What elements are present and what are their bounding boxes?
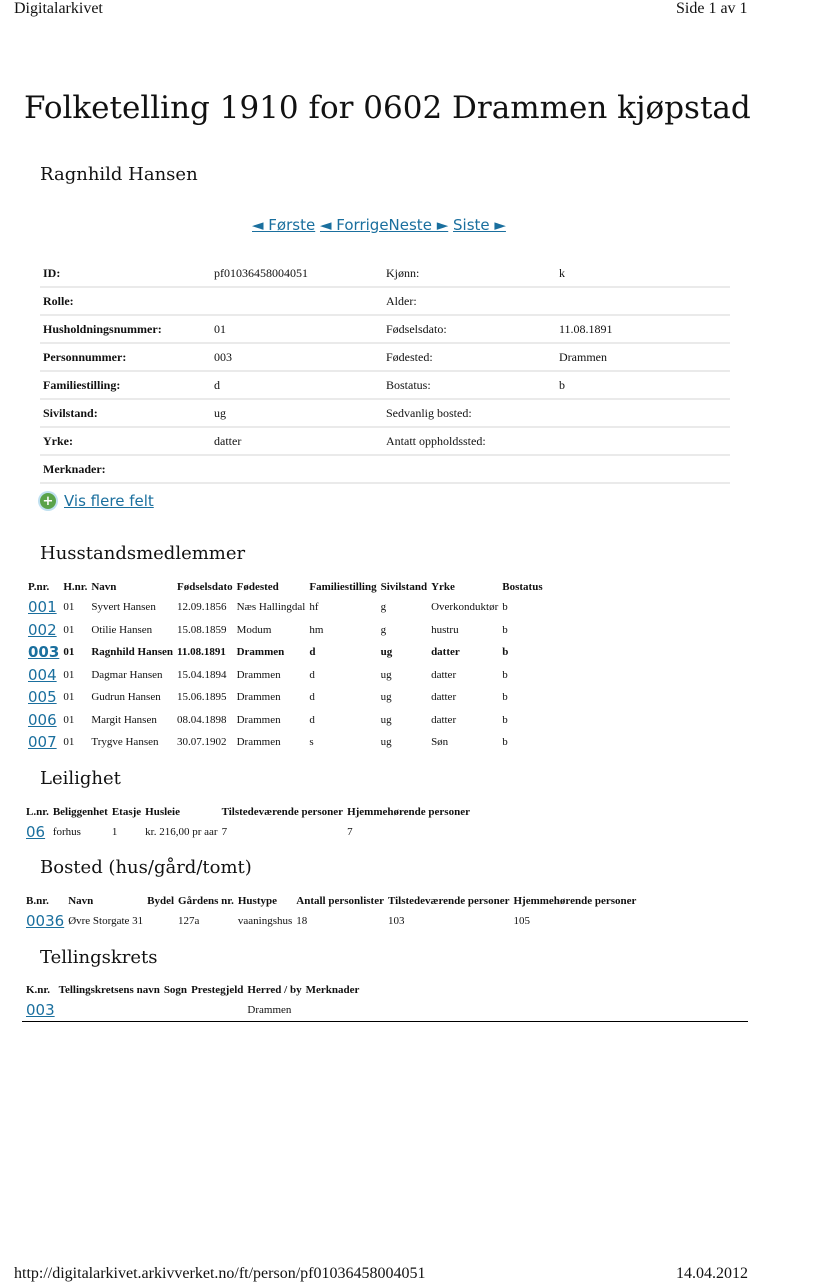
table-cell: 01 (63, 646, 75, 659)
table-cell: 30.07.1902 (176, 736, 227, 749)
column-header: Yrke (431, 581, 455, 593)
field-value: pf01036458004051 (211, 260, 383, 287)
record-navigation (252, 216, 506, 234)
person-number-link[interactable]: 006 (28, 710, 57, 729)
field-value: ug (211, 399, 383, 427)
table-cell: Næs Hallingdal (236, 601, 306, 614)
table-cell: 15.08.1859 (176, 623, 227, 636)
column-header: Sogn (163, 984, 188, 996)
table-cell: 1 (111, 826, 118, 839)
field-value: 11.08.1891 (556, 315, 730, 343)
table-cell: datter (431, 668, 457, 681)
field-label: Yrke: (40, 427, 211, 455)
table-cell: 105 (513, 915, 530, 928)
table-cell: Drammen (236, 713, 281, 726)
column-header: Navn (91, 581, 117, 593)
table-cell: d (309, 646, 316, 659)
table-cell: vaaningshus (237, 915, 293, 928)
table-cell: b (502, 691, 508, 704)
table-cell: 01 (63, 601, 75, 614)
table-cell: Drammen (236, 691, 281, 704)
table-cell: 01 (63, 623, 75, 636)
column-header: Hjemmehørende personer (347, 806, 470, 818)
field-label: ID: (40, 260, 211, 287)
field-label: Fødselsdato: (383, 315, 556, 343)
district-heading: Tellingskrets (40, 947, 158, 968)
page-title: Folketelling 1910 for 0602 Drammen kjøpstad (24, 90, 751, 126)
table-row (26, 731, 545, 754)
details-row (40, 455, 730, 483)
table-cell: s (309, 736, 314, 749)
field-value: 01 (211, 315, 383, 343)
column-header: Hjemmehørende personer (513, 895, 637, 907)
table-cell: 08.04.1898 (176, 713, 227, 726)
table-cell: ug (380, 736, 392, 749)
table-cell: Dagmar Hansen (91, 668, 163, 681)
page-url: http://digitalarkivet.arkivverket.no/ft/person/pf01036458004051 (14, 1265, 426, 1282)
table-cell: ug (380, 646, 393, 659)
field-value: d (211, 371, 383, 399)
table-cell: ug (380, 713, 392, 726)
table-row (26, 686, 545, 709)
column-header: Bydel (147, 895, 175, 907)
column-header: Husleie (145, 806, 180, 818)
column-header: Tilstedeværende personer (387, 895, 510, 907)
column-header: Familiestilling (309, 581, 377, 593)
table-cell: 15.06.1895 (176, 691, 227, 704)
column-header: Herred / by (247, 984, 302, 996)
field-value (556, 287, 730, 315)
table-cell: 01 (63, 668, 75, 681)
table-cell (145, 910, 176, 933)
table-cell: d (309, 713, 315, 726)
details-row (40, 260, 730, 287)
column-header: Prestegjeld (191, 984, 244, 996)
person-number-link[interactable]: 005 (28, 688, 57, 707)
table-cell: kr. 216,00 pr aar (145, 826, 218, 839)
table-cell: Trygve Hansen (91, 736, 159, 749)
table-cell: Drammen (236, 736, 281, 749)
field-label: Bostatus: (383, 371, 556, 399)
table-cell (189, 999, 245, 1022)
page-header-right: Side 1 av 1 (676, 0, 748, 17)
table-cell: datter (431, 646, 460, 659)
table-row (24, 910, 638, 933)
field-label: Alder: (383, 287, 556, 315)
show-more-fields-label: Vis flere felt (64, 492, 154, 510)
details-row (40, 287, 730, 315)
column-header: Beliggenhet (52, 806, 108, 818)
field-value: Drammen (556, 343, 730, 371)
field-label: Rolle: (40, 287, 211, 315)
column-header: Sivilstand (380, 581, 428, 593)
table-cell: Gudrun Hansen (91, 691, 161, 704)
table-cell: 103 (387, 915, 405, 928)
divider (22, 1021, 748, 1022)
field-value (556, 399, 730, 427)
column-header: Antall personlister (296, 895, 384, 907)
person-number-link[interactable]: 007 (28, 733, 57, 752)
field-label: Sivilstand: (40, 399, 211, 427)
table-cell: 7 (347, 826, 353, 839)
table-row (26, 709, 545, 732)
table-cell: 7 (221, 826, 228, 839)
table-cell: b (502, 736, 508, 749)
residence-heading: Bosted (hus/gård/tomt) (40, 857, 252, 878)
person-number-link[interactable]: 003 (28, 643, 60, 662)
column-header: Merknader (305, 984, 360, 996)
table-cell: Overkonduktør (431, 601, 499, 614)
details-row (40, 315, 730, 343)
column-header: B.nr. (26, 895, 49, 907)
field-label: Sedvanlig bosted: (383, 399, 556, 427)
apartment-table (24, 803, 472, 844)
table-cell: Syvert Hansen (91, 601, 156, 614)
table-cell (57, 999, 162, 1022)
district-table (24, 981, 361, 1022)
person-number-link[interactable]: 004 (28, 665, 57, 684)
person-number-link[interactable]: 002 (28, 620, 57, 639)
column-header: Hustype (237, 895, 277, 907)
table-cell: 11.08.1891 (176, 646, 226, 659)
plus-icon: + (40, 493, 56, 509)
table-cell: ug (380, 691, 392, 704)
table-cell: g (380, 601, 387, 614)
table-cell: Margit Hansen (91, 713, 157, 726)
household-table (26, 578, 545, 754)
table-cell: Drammen (236, 668, 281, 681)
table-cell: hm (309, 623, 324, 636)
table-cell: datter (431, 691, 457, 704)
column-header: P.nr. (28, 581, 50, 593)
field-label: Merknader: (40, 455, 211, 483)
table-cell: Otilie Hansen (91, 623, 153, 636)
field-label: Husholdningsnummer: (40, 315, 211, 343)
apartment-heading: Leilighet (40, 768, 121, 789)
column-header: Navn (68, 895, 94, 907)
field-value (556, 455, 730, 483)
person-name: Ragnhild Hansen (40, 164, 198, 185)
table-row (26, 619, 545, 642)
column-header: H.nr. (63, 581, 88, 593)
field-label: Fødested: (383, 343, 556, 371)
district-number-link[interactable]: 003 (26, 1001, 55, 1020)
residence-table (24, 892, 638, 933)
table-cell: ug (380, 668, 392, 681)
page-header-left: Digitalarkivet (14, 0, 103, 17)
household-heading: Husstandsmedlemmer (40, 543, 246, 564)
field-value (211, 287, 383, 315)
table-cell: Ragnhild Hansen (91, 646, 173, 659)
table-row (24, 999, 361, 1022)
field-value (556, 427, 730, 455)
table-cell: g (380, 623, 387, 636)
table-cell: 15.04.1894 (176, 668, 227, 681)
table-cell: 01 (63, 691, 75, 704)
column-header: K.nr. (26, 984, 51, 996)
table-cell: b (502, 646, 509, 659)
field-value (211, 455, 383, 483)
field-value: datter (211, 427, 383, 455)
details-row (40, 343, 730, 371)
next-link[interactable]: Neste ► (388, 216, 449, 234)
table-cell: Drammen (236, 646, 285, 659)
field-label: Familiestilling: (40, 371, 211, 399)
table-cell: b (502, 623, 508, 636)
table-cell: 12.09.1856 (176, 601, 227, 614)
field-value: k (556, 260, 730, 287)
details-row (40, 427, 730, 455)
table-cell: Drammen (247, 1004, 292, 1017)
table-cell: hustru (431, 623, 459, 636)
table-cell: 01 (63, 713, 75, 726)
table-cell: 01 (63, 736, 75, 749)
table-cell: 127a (178, 915, 200, 928)
person-details-table (40, 260, 730, 484)
table-cell: Øvre Storgate 31 (68, 915, 144, 928)
previous-link[interactable]: ◄ Forrige (319, 216, 389, 234)
residence-number-link[interactable]: 0036 (26, 912, 65, 931)
field-label: Antatt oppholdssted: (383, 427, 556, 455)
table-cell: forhus (52, 826, 81, 839)
show-more-fields-link[interactable] (40, 492, 154, 510)
column-header: Bostatus (502, 581, 543, 593)
field-label: Kjønn: (383, 260, 556, 287)
column-header: Fødested (236, 581, 279, 593)
table-row (26, 596, 545, 619)
table-row (26, 664, 545, 687)
last-link[interactable]: Siste ► (453, 216, 506, 234)
column-header: L.nr. (26, 806, 49, 818)
table-cell: d (309, 668, 315, 681)
table-cell: hf (309, 601, 319, 614)
table-row (26, 641, 545, 664)
field-value: b (556, 371, 730, 399)
field-value: 003 (211, 343, 383, 371)
column-header: Etasje (111, 806, 142, 818)
column-header: Tellingskretsens navn (58, 984, 160, 996)
details-row (40, 399, 730, 427)
table-cell (162, 999, 189, 1022)
table-cell: 18 (296, 915, 308, 928)
field-label (383, 455, 556, 483)
table-cell: Søn (431, 736, 449, 749)
column-header: Fødselsdato (176, 581, 233, 593)
print-date: 14.04.2012 (676, 1265, 748, 1282)
apartment-number-link[interactable]: 06 (26, 823, 46, 842)
table-cell (304, 999, 362, 1022)
table-cell: b (502, 601, 508, 614)
table-cell: b (502, 668, 508, 681)
table-row (24, 821, 472, 844)
table-cell: d (309, 691, 315, 704)
table-cell: b (502, 713, 508, 726)
column-header: Gårdens nr. (178, 895, 234, 907)
details-row (40, 371, 730, 399)
column-header: Tilstedeværende personer (221, 806, 344, 818)
table-cell: datter (431, 713, 457, 726)
field-label: Personnummer: (40, 343, 211, 371)
person-number-link[interactable]: 001 (28, 598, 57, 617)
first-link[interactable]: ◄ Første (252, 216, 316, 234)
table-cell: Modum (236, 623, 272, 636)
